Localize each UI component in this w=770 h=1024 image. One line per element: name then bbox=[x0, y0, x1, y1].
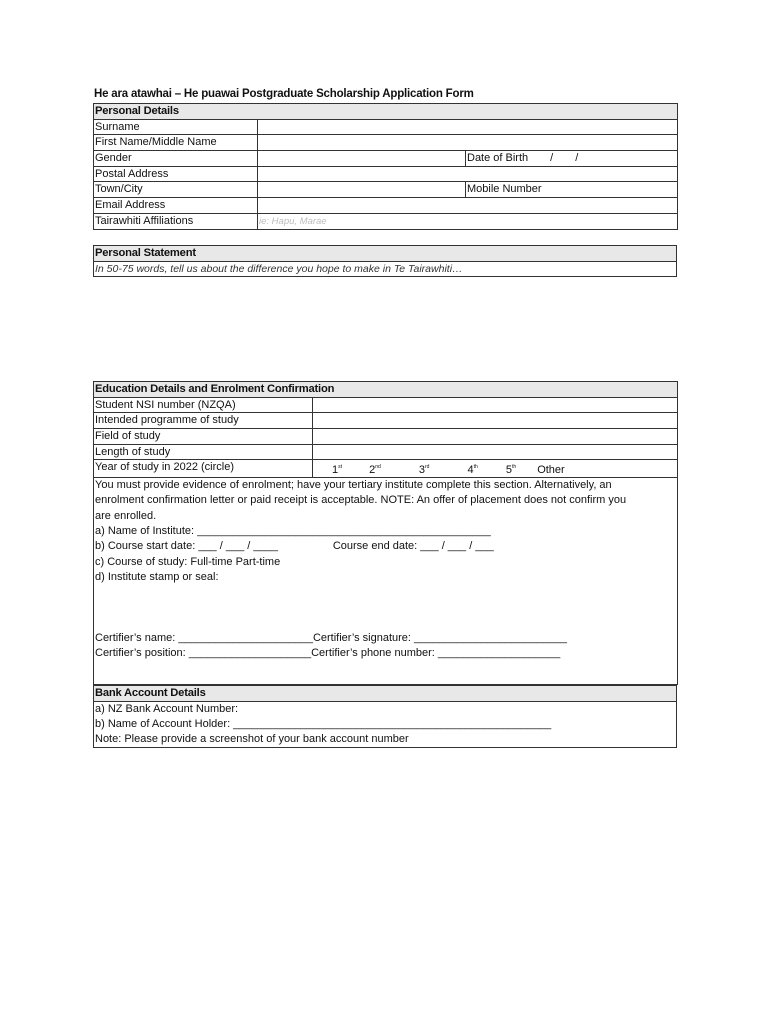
dob-field[interactable] bbox=[466, 151, 678, 167]
bank-note: Note: Please provide a screenshot of your bank account number bbox=[95, 733, 409, 746]
form-title: He ara atawhai – He puawai Postgraduate Scholarship Application Form bbox=[94, 88, 474, 100]
dob-label: Date of Birth bbox=[467, 152, 529, 165]
programme-label: Intended programme of study bbox=[94, 413, 313, 429]
personal-statement-prompt: In 50-75 words, tell us about the difference you hope to make in Te Tairawhiti… bbox=[95, 262, 463, 275]
mobile-label: Mobile Number bbox=[467, 183, 542, 196]
year-option[interactable]: 1st bbox=[332, 464, 343, 477]
course-of-study-line[interactable]: c) Course of study: Full-time Part-time bbox=[95, 555, 281, 568]
certifier-line-1[interactable]: Certifier’s name: ______________________Certifier’s signature: _________________________ bbox=[95, 632, 567, 645]
personal-statement-heading: Personal Statement bbox=[94, 246, 677, 262]
programme-field[interactable] bbox=[313, 413, 678, 429]
institute-name-line[interactable]: a) Name of Institute: ________________________________________________ bbox=[95, 524, 491, 537]
postal-address-field[interactable] bbox=[258, 166, 678, 182]
enrolment-confirmation-section bbox=[94, 478, 678, 685]
evidence-text: You must provide evidence of enrolment; have your tertiary institute complete this section. Alternatively, an bbox=[95, 479, 612, 492]
year-option[interactable]: 4th bbox=[467, 464, 478, 477]
affiliations-field[interactable] bbox=[258, 213, 678, 229]
town-field[interactable] bbox=[258, 182, 466, 198]
surname-label: Surname bbox=[94, 119, 258, 135]
bank-details-heading: Bank Account Details bbox=[94, 686, 677, 702]
evidence-text: enrolment confirmation letter or paid receipt is acceptable. NOTE: An offer of placement does not confirm you bbox=[95, 494, 627, 507]
stamp-area[interactable] bbox=[95, 585, 676, 631]
nsi-field[interactable] bbox=[313, 397, 678, 413]
postal-address-label: Postal Address bbox=[94, 166, 258, 182]
personal-statement-table bbox=[93, 245, 677, 277]
personal-details-table bbox=[93, 103, 678, 230]
first-name-label: First Name/Middle Name bbox=[94, 135, 258, 151]
year-of-study-label: Year of study in 2022 (circle) bbox=[94, 460, 313, 478]
gender-field[interactable] bbox=[258, 151, 466, 167]
education-table bbox=[93, 381, 678, 685]
email-label: Email Address bbox=[94, 198, 258, 214]
bank-account-number-line[interactable]: a) NZ Bank Account Number: bbox=[95, 702, 239, 715]
year-option[interactable]: 2nd bbox=[369, 464, 381, 477]
personal-statement-field[interactable] bbox=[94, 261, 677, 277]
length-of-study-field[interactable] bbox=[313, 444, 678, 460]
town-label: Town/City bbox=[94, 182, 258, 198]
affiliations-label: Tairawhiti Affiliations bbox=[94, 213, 258, 229]
personal-details-heading: Personal Details bbox=[94, 104, 678, 120]
account-holder-line[interactable]: b) Name of Account Holder: ____________________________________________________ bbox=[95, 717, 552, 730]
first-name-field[interactable] bbox=[258, 135, 678, 151]
year-option[interactable]: 3rd bbox=[418, 464, 430, 477]
field-of-study-field[interactable] bbox=[313, 429, 678, 445]
bank-details-table bbox=[93, 685, 677, 748]
course-dates-line[interactable]: b) Course start date: ___ / ___ / ____ Course end date: ___ / ___ / ___ bbox=[95, 540, 494, 553]
nsi-label: Student NSI number (NZQA) bbox=[94, 397, 313, 413]
year-option[interactable]: 5th bbox=[505, 464, 517, 477]
year-option-other[interactable]: Other bbox=[537, 464, 565, 477]
year-of-study-options bbox=[313, 460, 678, 478]
field-of-study-label: Field of study bbox=[94, 429, 313, 445]
education-heading: Education Details and Enrolment Confirmation bbox=[94, 382, 678, 398]
length-of-study-label: Length of study bbox=[94, 444, 313, 460]
dob-separator: / bbox=[550, 152, 554, 165]
surname-field[interactable] bbox=[258, 119, 678, 135]
certifier-line-2[interactable]: Certifier’s position: ____________________Certifier’s phone number: ____________________ bbox=[95, 647, 561, 660]
dob-separator: / bbox=[575, 152, 579, 165]
evidence-text: are enrolled. bbox=[95, 509, 157, 522]
gender-label: Gender bbox=[94, 151, 258, 167]
affiliations-hint: ie: Hapu, Marae bbox=[259, 215, 327, 227]
email-field[interactable] bbox=[258, 198, 678, 214]
bank-details-section bbox=[94, 701, 677, 748]
institute-stamp-line: d) Institute stamp or seal: bbox=[95, 570, 219, 583]
mobile-field[interactable] bbox=[466, 182, 678, 198]
